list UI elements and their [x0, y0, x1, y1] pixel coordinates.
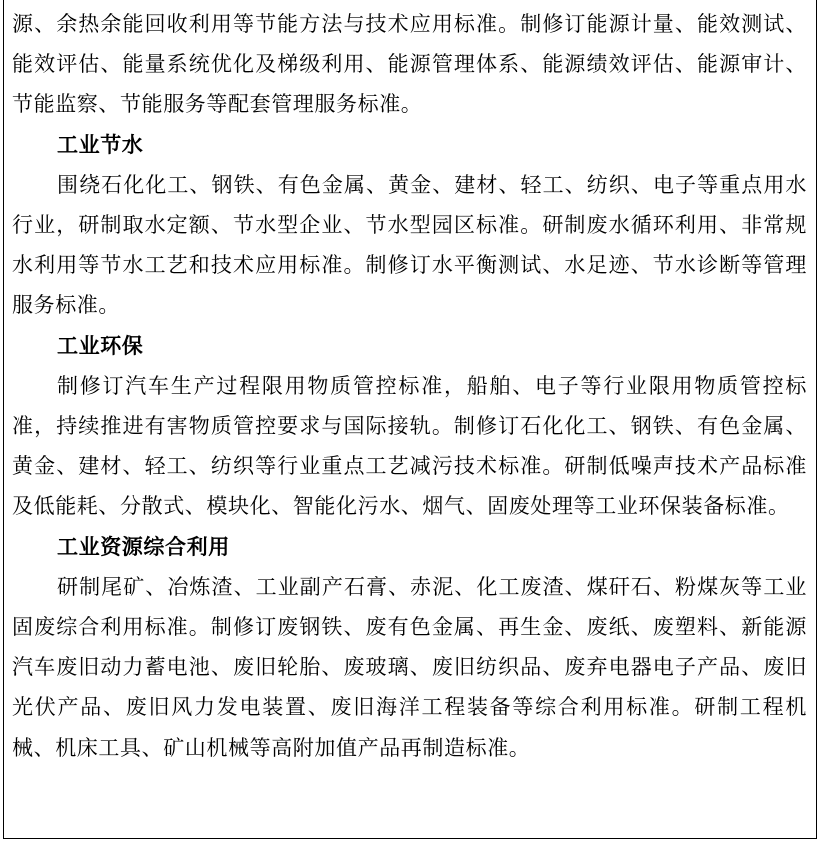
heading-industrial-water-saving: 工业节水 [57, 132, 144, 157]
paragraph-industrial-water-saving: 围绕石化化工、钢铁、有色金属、黄金、建材、轻工、纺织、电子等重点用水行业，研制取水定额、节水型企业、节水型园区标准。研制废水循环利用、非常规水利用等节水工艺和技术应用标准。制修订水平衡测试、水足迹、节水诊断等管理服务标准。 [12, 172, 807, 318]
heading-industrial-resource-utilization: 工业资源综合利用 [57, 534, 230, 559]
paragraph-energy-continued: 源、余热余能回收利用等节能方法与技术应用标准。制修订能源计量、能效测试、能效评估、能量系统优化及梯级利用、能源管理体系、能源绩效评估、能源审计、节能监察、节能服务等配套管理服务标准。 [12, 12, 807, 117]
document-body [12, 4, 807, 768]
paragraph-industrial-environmental-protection: 制修订汽车生产过程限用物质管控标准，船舶、电子等行业限用物质管控标准，持续推进有害物质管控要求与国际接轨。制修订石化化工、钢铁、有色金属、黄金、建材、轻工、纺织等行业重点工艺减污技术标准。研制低噪声技术产品标准及低能耗、分散式、模块化、智能化污水、烟气、固废处理等工业环保装备标准。 [12, 373, 807, 519]
paragraph-industrial-resource-utilization: 研制尾矿、冶炼渣、工业副产石膏、赤泥、化工废渣、煤矸石、粉煤灰等工业固废综合利用标准。制修订废钢铁、废有色金属、再生金、废纸、废塑料、新能源汽车废旧动力蓄电池、废旧轮胎、废玻璃、废旧纺织品、废弃电器电子产品、废旧光伏产品、废旧风力发电装置、废旧海洋工程装备等综合利用标准。研制工程机械、机床工具、矿山机械等高附加值产品再制造标准。 [12, 574, 807, 760]
heading-industrial-environmental-protection: 工业环保 [57, 333, 144, 358]
